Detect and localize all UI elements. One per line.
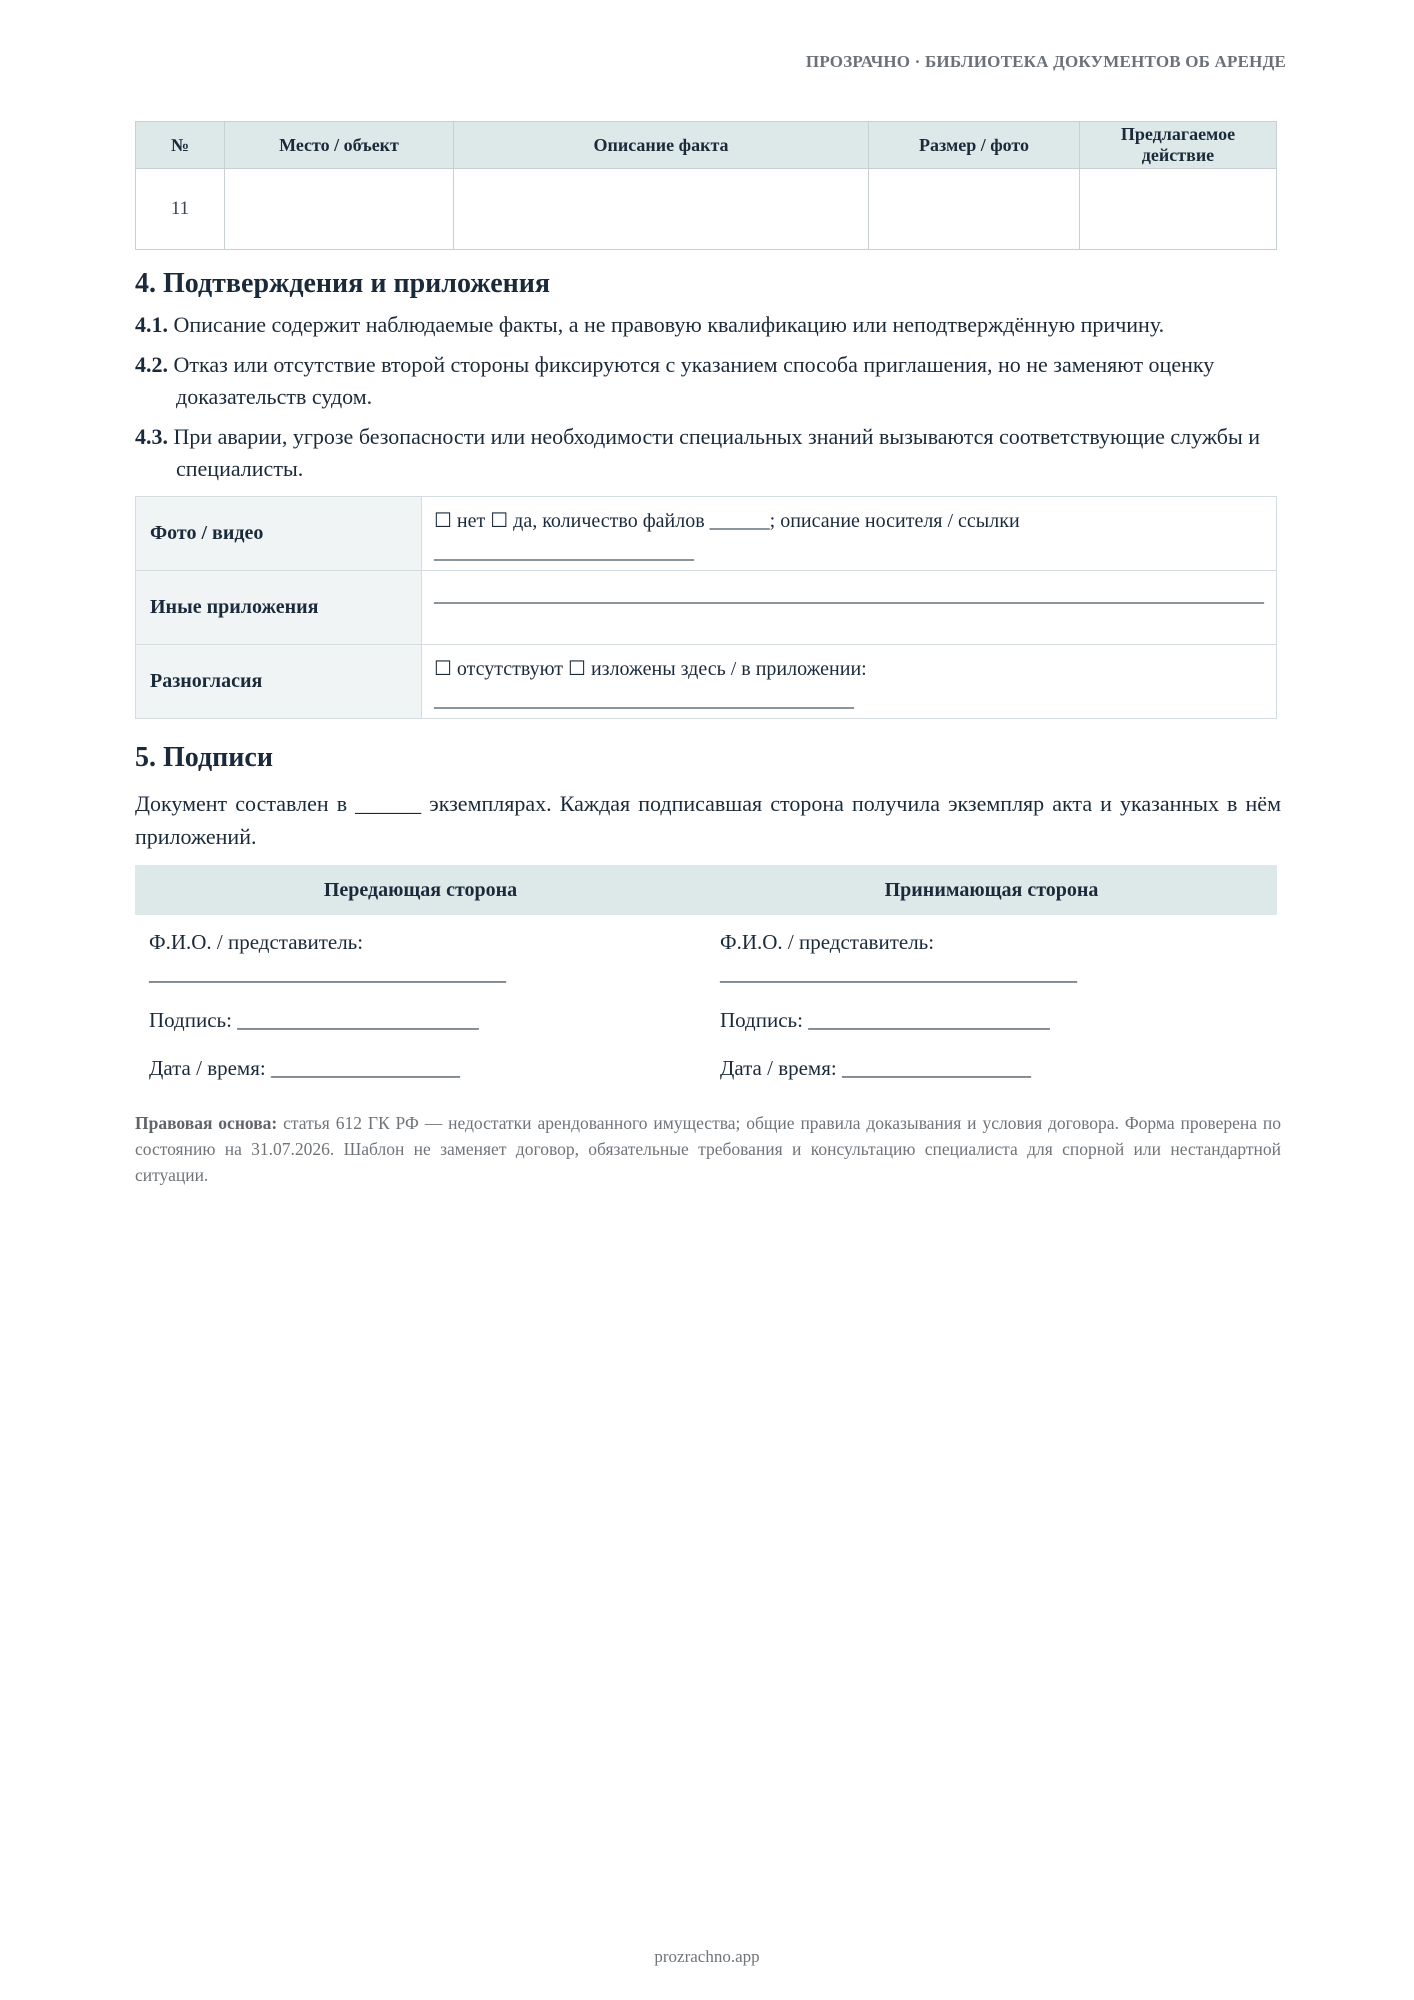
clause-number: 4.3.: [135, 424, 168, 449]
receiving-signature-field: Подпись: _______________________: [720, 1008, 1050, 1032]
attachment-value: ☐ нет ☐ да, количество файлов ______; описание носителя / ссылки __________________________: [422, 497, 1277, 571]
attachment-label: Фото / видео: [136, 497, 422, 571]
observations-table: [135, 121, 1277, 250]
signatures-table: [135, 865, 1277, 1084]
section-4-title: 4. Подтверждения и приложения: [135, 268, 551, 299]
receiving-fio-field: Ф.И.О. / представитель: __________________________________: [720, 930, 1077, 985]
attachment-value: ☐ отсутствуют ☐ изложены здесь / в приложении: __________________________________________: [422, 645, 1277, 719]
clause-text: При аварии, угрозе безопасности или необходимости специальных знаний вызываются соответствующие службы и специалисты.: [173, 424, 1260, 481]
table-header-row: [136, 122, 1277, 169]
attachment-label: Иные приложения: [136, 571, 422, 645]
table-row: [135, 1036, 1277, 1084]
legal-basis-text: статья 612 ГК РФ — недостатки арендованного имущества; общие правила доказывания и условия договора. Форма проверена по состоянию на 31.07.2026. Шаблон не заменяет договор, обязательные требования и консультацию специалиста для спорной или нестандартной ситуации.: [135, 1113, 1281, 1185]
receiving-party-title: Принимающая сторона: [706, 865, 1277, 915]
column-header-description: Описание факта: [454, 122, 869, 169]
table-row: [136, 571, 1277, 645]
document-content: [135, 121, 1281, 1188]
attachment-value: ___________________________________________________________________________________: [422, 571, 1277, 645]
column-header-location: Место / объект: [225, 122, 454, 169]
row-action-cell: [1080, 169, 1277, 250]
clause-text: Описание содержит наблюдаемые факты, а не правовую квалификацию или неподтверждённую причину.: [173, 312, 1165, 337]
attachments-table: [135, 496, 1277, 719]
column-header-number: №: [136, 122, 225, 169]
transferring-signature-field: Подпись: _______________________: [149, 1008, 479, 1032]
row-number: 11: [136, 169, 225, 250]
transferring-party-title: Передающая сторона: [135, 865, 706, 915]
page-footer: prozrachno.app: [654, 1947, 760, 1966]
legal-basis-label: Правовая основа:: [135, 1113, 278, 1133]
row-size-photo-cell: [869, 169, 1080, 250]
clause-4-1: [135, 309, 1281, 341]
table-row: [135, 989, 1277, 1036]
column-header-action: Предлагаемое действие: [1080, 122, 1277, 169]
copies-paragraph: Документ составлен в ______ экземплярах. Каждая подписавшая сторона получила экземпляр акта и указанных в нём приложений.: [135, 791, 1281, 849]
table-row: [135, 915, 1277, 989]
row-location-cell: [225, 169, 454, 250]
table-header-row: [135, 865, 1277, 915]
table-row: [136, 169, 1277, 250]
clause-4-2: [135, 349, 1281, 413]
attachment-label: Разногласия: [136, 645, 422, 719]
transferring-fio-field: Ф.И.О. / представитель: __________________________________: [149, 930, 506, 985]
page-header: ПРОЗРАЧНО · БИБЛИОТЕКА ДОКУМЕНТОВ ОБ АРЕНДЕ: [805, 52, 1286, 71]
row-description-cell: [454, 169, 869, 250]
transferring-datetime-field: Дата / время: __________________: [149, 1056, 460, 1080]
table-row: [136, 497, 1277, 571]
table-row: [136, 645, 1277, 719]
clause-number: 4.1.: [135, 312, 168, 337]
clause-text: Отказ или отсутствие второй стороны фиксируются с указанием способа приглашения, но не заменяют оценку доказательств судом.: [173, 352, 1215, 409]
section-5-title: 5. Подписи: [135, 742, 273, 773]
receiving-datetime-field: Дата / время: __________________: [720, 1056, 1031, 1080]
legal-basis-note: [135, 1110, 1281, 1188]
column-header-size-photo: Размер / фото: [869, 122, 1080, 169]
clause-number: 4.2.: [135, 352, 168, 377]
clause-4-3: [135, 421, 1281, 485]
